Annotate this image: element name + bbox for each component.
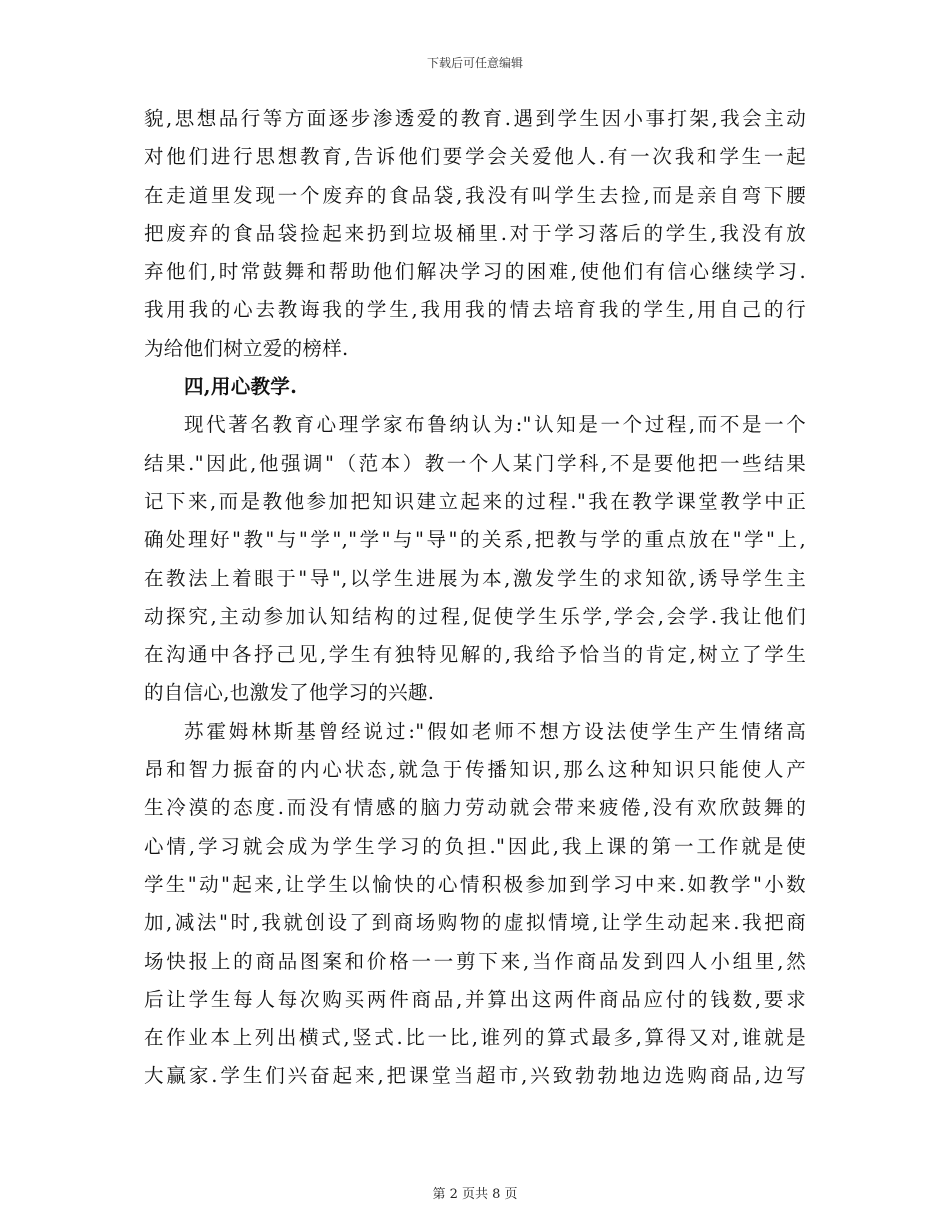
body-text-line: 在沟通中各抒己见,学生有独特见解的,我给予恰当的肯定,树立了学生 [144,643,806,667]
page-header-note: 下载后可任意编辑 [426,56,523,70]
body-text-line: 确处理好"教"与"学","学"与"导"的关系,把教与学的重点放在"学"上, [144,528,806,552]
body-text-line: 心情,学习就会成为学生学习的负担."因此,我上课的第一工作就是使 [144,834,806,858]
body-text-line: 加,减法"时,我就创设了到商场购物的虚拟情境,让学生动起来.我把商 [144,911,806,935]
page-number: 第 2 页共 8 页 [432,1187,518,1202]
body-text-line: 后让学生每人每次购买两件商品,并算出这两件商品应付的钱数,要求 [144,987,806,1011]
body-text-line: 弃他们,时常鼓舞和帮助他们解决学习的困难,使他们有信心继续学习. [144,260,806,284]
body-text-line: 昂和智力振奋的内心状态,就急于传播知识,那么这种知识只能使人产 [144,758,806,782]
body-text-line: 在作业本上列出横式,竖式.比一比,谁列的算式最多,算得又对,谁就是 [144,1026,806,1050]
section-heading: 四,用心教学. [184,375,298,399]
body-text-line: 把废弃的食品袋捡起来扔到垃圾桶里.对于学习落后的学生,我没有放 [144,221,806,245]
body-text-line: 对他们进行思想教育,告诉他们要学会关爱他人.有一次我和学生一起 [144,145,806,169]
body-text-line: 我用我的心去教诲我的学生,我用我的情去培育我的学生,用自己的行 [144,298,806,322]
body-text-line: 的自信心,也激发了他学习的兴趣. [144,681,435,705]
body-text-line: 记下来,而是教他参加把知识建立起来的过程."我在教学课堂教学中正 [144,489,806,513]
body-text-line: 现代著名教育心理学家布鲁纳认为:"认知是一个过程,而不是一个 [184,413,806,437]
document-body [144,100,806,1096]
body-text-line: 在教法上着眼于"导",以学生进展为本,激发学生的求知欲,诱导学生主 [144,566,806,590]
body-text-line: 在走道里发现一个废弃的食品袋,我没有叫学生去捡,而是亲自弯下腰 [144,183,806,207]
body-text-line: 为给他们树立爱的榜样. [144,336,349,360]
body-text-line: 场快报上的商品图案和价格一一剪下来,当作商品发到四人小组里,然 [144,949,806,973]
body-text-line: 动探究,主动参加认知结构的过程,促使学生乐学,学会,会学.我让他们 [144,604,806,628]
body-text-line: 结果."因此,他强调"（范本）教一个人某门学科,不是要他把一些结果 [144,451,806,475]
body-text-line: 生冷漠的态度.而没有情感的脑力劳动就会带来疲倦,没有欢欣鼓舞的 [144,796,806,820]
body-text-line: 学生"动"起来,让学生以愉快的心情积极参加到学习中来.如教学"小数 [144,872,806,896]
body-text-line: 苏霍姆林斯基曾经说过:"假如老师不想方设法使学生产生情绪高 [184,719,806,743]
body-text-line: 大赢家.学生们兴奋起来,把课堂当超市,兴致勃勃地边选购商品,边写 [144,1064,806,1088]
body-text-line: 貌,思想品行等方面逐步渗透爱的教育.遇到学生因小事打架,我会主动 [144,107,806,130]
